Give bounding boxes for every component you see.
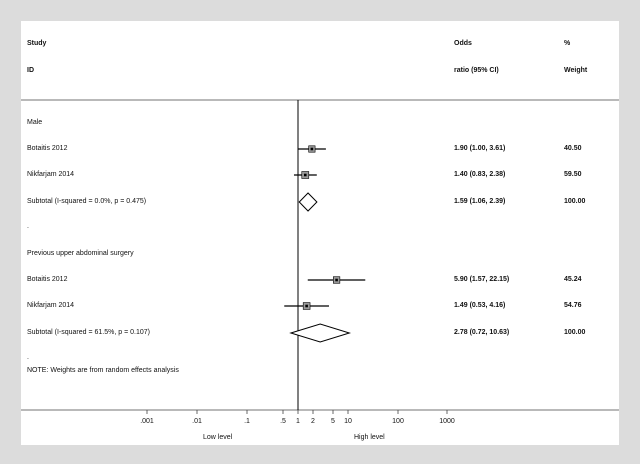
x-tick-label: 1 [296, 418, 300, 425]
weight-text: 40.50 [564, 145, 582, 152]
point-estimate [304, 174, 307, 177]
header-percent: % [564, 40, 571, 47]
summary-diamond [299, 193, 317, 211]
point-estimate [335, 279, 338, 282]
weight-text: 100.00 [564, 329, 586, 336]
x-axis-right-label: High level [354, 434, 385, 441]
point-estimate [305, 305, 308, 308]
note-text: NOTE: Weights are from random effects analysis [27, 367, 179, 374]
group-label-surgery: Previous upper abdominal surgery [27, 250, 134, 257]
study-label: Botaitis 2012 [27, 145, 68, 152]
ci-text: 1.49 (0.53, 4.16) [454, 302, 506, 309]
ci-text: 1.40 (0.83, 2.38) [454, 171, 506, 178]
x-tick-label: .1 [244, 418, 250, 425]
header-id: ID [27, 67, 34, 74]
summary-diamond [291, 324, 349, 342]
forest-plot-canvas [21, 21, 619, 445]
x-tick-label: 100 [392, 418, 404, 425]
separator-dot: . [27, 354, 29, 361]
header-ratio-ci: ratio (95% CI) [454, 67, 499, 74]
point-estimate [311, 148, 314, 151]
x-tick-label: 10 [344, 418, 352, 425]
ci-text: 2.78 (0.72, 10.63) [454, 329, 510, 336]
x-axis-left-label: Low level [203, 434, 233, 441]
ci-text: 1.59 (1.06, 2.39) [454, 198, 506, 205]
subtotal-label: Subtotal (I-squared = 0.0%, p = 0.475) [27, 198, 147, 205]
study-label: Nikfarjam 2014 [27, 171, 75, 178]
forest-plot [21, 21, 619, 445]
x-tick-label: .001 [140, 418, 154, 425]
x-tick-label: 1000 [439, 418, 455, 425]
weight-text: 54.76 [564, 302, 582, 309]
ci-text: 5.90 (1.57, 22.15) [454, 276, 510, 283]
group-label-male: Male [27, 119, 43, 126]
header-odds: Odds [454, 40, 472, 47]
study-label: Botaitis 2012 [27, 276, 68, 283]
header-weight: Weight [564, 67, 588, 74]
study-label: Nikfarjam 2014 [27, 302, 75, 309]
ci-text: 1.90 (1.00, 3.61) [454, 145, 506, 152]
separator-dot: . [27, 223, 29, 230]
x-tick-label: .01 [192, 418, 202, 425]
header-study: Study [27, 40, 47, 47]
weight-text: 59.50 [564, 171, 582, 178]
subtotal-label: Subtotal (I-squared = 61.5%, p = 0.107) [27, 329, 150, 336]
x-tick-label: .5 [280, 418, 286, 425]
x-tick-label: 5 [331, 418, 335, 425]
weight-text: 100.00 [564, 198, 586, 205]
weight-text: 45.24 [564, 276, 582, 283]
x-tick-label: 2 [311, 418, 315, 425]
